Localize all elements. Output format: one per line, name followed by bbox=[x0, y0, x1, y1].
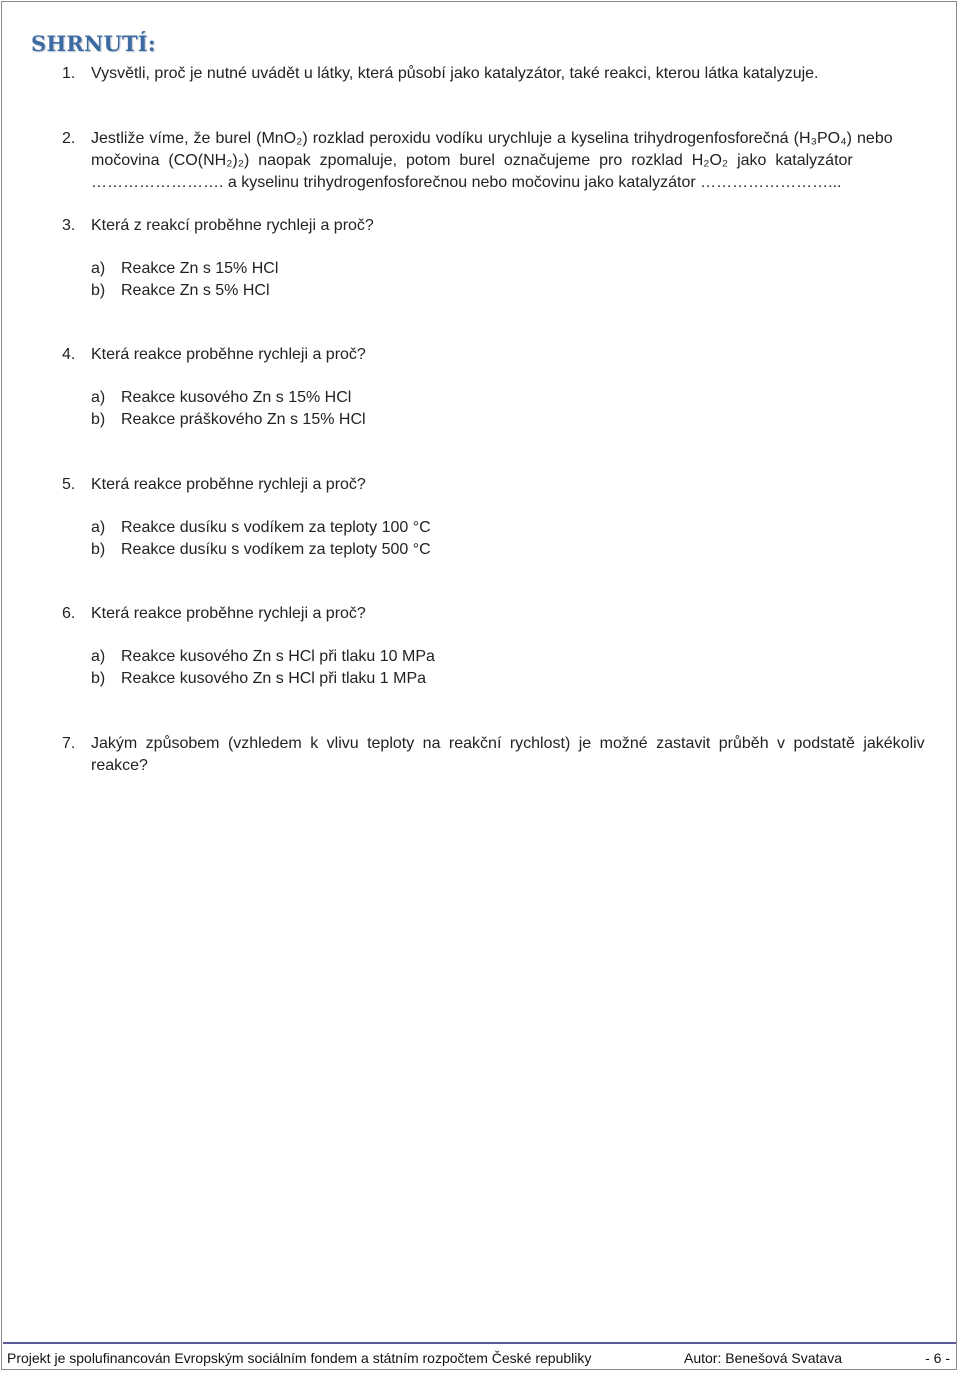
question-line: Která reakce proběhne rychleji a proč? bbox=[91, 476, 366, 493]
question-text bbox=[91, 733, 931, 777]
option-text: Reakce dusíku s vodíkem za teploty 100 °C bbox=[121, 519, 431, 536]
page-footer bbox=[3, 1342, 956, 1372]
option-a bbox=[91, 387, 351, 409]
option-letter: b) bbox=[91, 541, 106, 558]
option-text: Reakce dusíku s vodíkem za teploty 500 °C bbox=[121, 541, 431, 558]
option-text: Reakce kusového Zn s HCl při tlaku 1 MPa bbox=[121, 670, 427, 687]
question-line: močovina (CO(NH₂)₂) naopak zpomaluje, potom burel označujeme pro rozklad H₂O₂ jako katalyzátor bbox=[91, 152, 853, 169]
option-b bbox=[91, 280, 270, 302]
footer-page-number: - 6 - bbox=[925, 1350, 950, 1366]
option-letter: a) bbox=[91, 260, 106, 277]
question-text bbox=[91, 215, 931, 237]
option-letter: b) bbox=[91, 282, 106, 299]
question-line: ……………………. a kyselinu trihydrogenfosforečnou nebo močovinu jako katalyzátor ……………………... bbox=[91, 174, 842, 191]
question-number: 6. bbox=[62, 605, 76, 622]
option-text: Reakce kusového Zn s 15% HCl bbox=[121, 389, 352, 406]
option-text: Reakce práškového Zn s 15% HCl bbox=[121, 411, 366, 428]
question-text bbox=[91, 474, 931, 496]
question-line: Která z reakcí proběhne rychleji a proč? bbox=[91, 217, 374, 234]
option-b bbox=[91, 668, 426, 690]
option-a bbox=[91, 517, 431, 539]
question-text bbox=[91, 344, 931, 366]
question-number: 7. bbox=[62, 735, 76, 752]
option-a bbox=[91, 258, 278, 280]
question-line: Jestliže víme, že burel (MnO₂) rozklad peroxidu vodíku urychluje a kyselina trihydrogenfosforečná (H₃PO₄) nebo bbox=[91, 130, 893, 147]
option-text: Reakce Zn s 5% HCl bbox=[121, 282, 270, 299]
question-text bbox=[91, 63, 931, 85]
option-letter: a) bbox=[91, 648, 106, 665]
option-letter: a) bbox=[91, 519, 106, 536]
summary-heading: SHRNUTÍ: bbox=[31, 31, 156, 56]
option-letter: a) bbox=[91, 389, 106, 406]
question-number: 3. bbox=[62, 217, 76, 234]
question-line: Která reakce proběhne rychleji a proč? bbox=[91, 605, 366, 622]
option-b bbox=[91, 409, 366, 431]
question-line: Která reakce proběhne rychleji a proč? bbox=[91, 346, 366, 363]
option-text: Reakce Zn s 15% HCl bbox=[121, 260, 279, 277]
question-number: 1. bbox=[62, 65, 76, 82]
question-line: Jakým způsobem (vzhledem k vlivu teploty na reakční rychlost) je možné zastavit průběh v podstatě jakékoliv bbox=[91, 735, 925, 752]
question-number: 5. bbox=[62, 476, 76, 493]
option-letter: b) bbox=[91, 411, 106, 428]
option-text: Reakce kusového Zn s HCl při tlaku 10 MPa bbox=[121, 648, 435, 665]
question-text bbox=[91, 128, 931, 194]
question-number: 2. bbox=[62, 130, 76, 147]
footer-author: Autor: Benešová Svatava bbox=[684, 1350, 842, 1366]
option-a bbox=[91, 646, 435, 668]
option-b bbox=[91, 539, 431, 561]
footer-project-text: Projekt je spolufinancován Evropským sociálním fondem a státním rozpočtem České republiky bbox=[7, 1350, 592, 1366]
question-number: 4. bbox=[62, 346, 76, 363]
question-line: Vysvětli, proč je nutné uvádět u látky, která působí jako katalyzátor, také reakci, kterou látka katalyzuje. bbox=[91, 65, 819, 82]
question-line: reakce? bbox=[91, 757, 148, 774]
option-letter: b) bbox=[91, 670, 106, 687]
question-text bbox=[91, 603, 931, 625]
